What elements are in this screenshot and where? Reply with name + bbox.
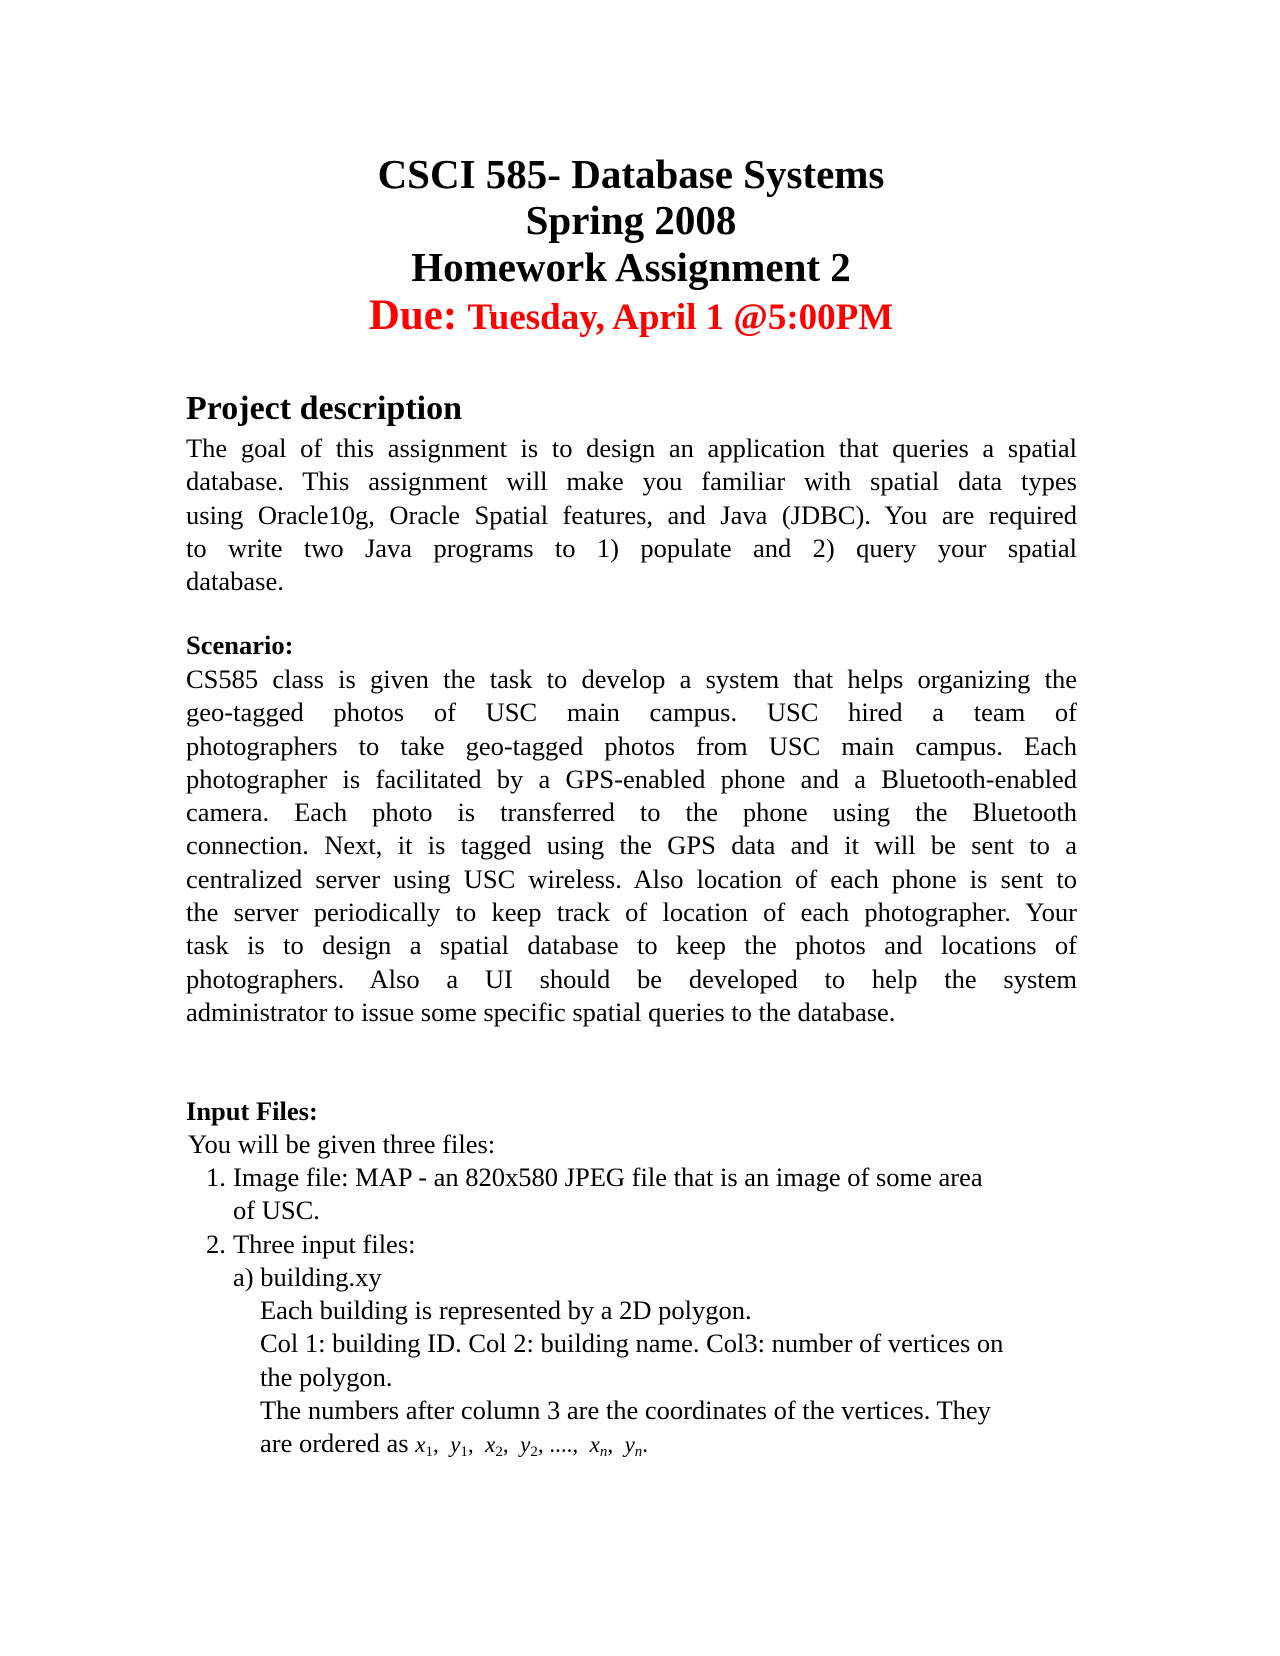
list-item-number: 1.: [206, 1162, 226, 1192]
text-line: CS585 class is given the task to develop a system that helps organizing the: [186, 664, 1077, 694]
text-line: Image file: MAP - an 820x580 JPEG file that is an image of some area: [233, 1162, 983, 1192]
text-line: task is to design a spatial database to keep the photos and locations of: [186, 930, 1077, 961]
scenario-paragraph: [186, 663, 1077, 1029]
list-item-number: 2.: [206, 1229, 226, 1259]
text-line: camera. Each photo is transferred to the phone using the Bluetooth: [186, 797, 1077, 828]
text-line: connection. Next, it is tagged using the GPS data and it will be sent to a: [186, 830, 1077, 861]
input-files-intro: You will be given three files:: [188, 1129, 496, 1159]
text-line: administrator to issue some specific spatial queries to the database.: [186, 996, 896, 1027]
text-line: the server periodically to keep track of location of each photographer. Your: [186, 897, 1077, 928]
formula-line: are ordered as $x_1$, $y_1$, $x_2$, $y_2$, ...., $x_n$, $y_n$.: [260, 1428, 649, 1461]
text-line: using Oracle10g, Oracle Spatial features, and Java (JDBC). You are required: [186, 499, 1077, 530]
due-date: [0, 291, 1262, 342]
text-line: photographers. Also a UI should be developed to help the system: [186, 963, 1077, 994]
project-heading: Project description: [186, 390, 463, 427]
assignment-title: Homework Assignment 2: [411, 244, 851, 290]
text-line: to write two Java programs to 1) populate and 2) query your spatial: [186, 532, 1077, 563]
list-item-input-files: Three input files:: [233, 1229, 416, 1259]
text-line: Each building is represented by a 2D polygon.: [260, 1295, 752, 1325]
list-item-image-file: [233, 1161, 983, 1228]
input-files-heading: Input Files:: [186, 1096, 318, 1126]
text-line: centralized server using USC wireless. Also location of each phone is sent to: [186, 863, 1077, 894]
due-label: Due:: [368, 292, 458, 339]
text-line: database.: [186, 566, 284, 597]
text-line: the polygon.: [260, 1361, 393, 1392]
text-line: The goal of this assignment is to design an application that queries a spatial: [186, 433, 1077, 463]
text-line: photographers to take geo-tagged photos from USC main campus. Each: [186, 730, 1077, 761]
text-line: of USC.: [233, 1195, 320, 1226]
due-value: Tuesday, April 1 @5:00PM: [467, 297, 894, 338]
course-title: CSCI 585- Database Systems: [377, 151, 885, 197]
text-line: The numbers after column 3 are the coordinates of the vertices. They: [260, 1394, 991, 1425]
vertex-formula: $x_1$, $y_1$, $x_2$, $y_2$, ...., $x_n$, $y_n$.: [415, 1432, 649, 1461]
text-line: photographer is facilitated by a GPS-enabled phone and a Bluetooth-enabled: [186, 763, 1077, 794]
building-description: [260, 1294, 1003, 1469]
scenario-heading: Scenario:: [186, 630, 294, 660]
term-title: Spring 2008: [525, 197, 737, 243]
sub-item-building: a) building.xy: [233, 1262, 382, 1292]
text-line: database. This assignment will make you familiar with spatial data types: [186, 466, 1077, 497]
project-paragraph: [186, 432, 1077, 598]
text-line: geo-tagged photos of USC main campus. USC hired a team of: [186, 697, 1077, 728]
text-line: Col 1: building ID. Col 2: building name. Col3: number of vertices on: [260, 1328, 1004, 1359]
